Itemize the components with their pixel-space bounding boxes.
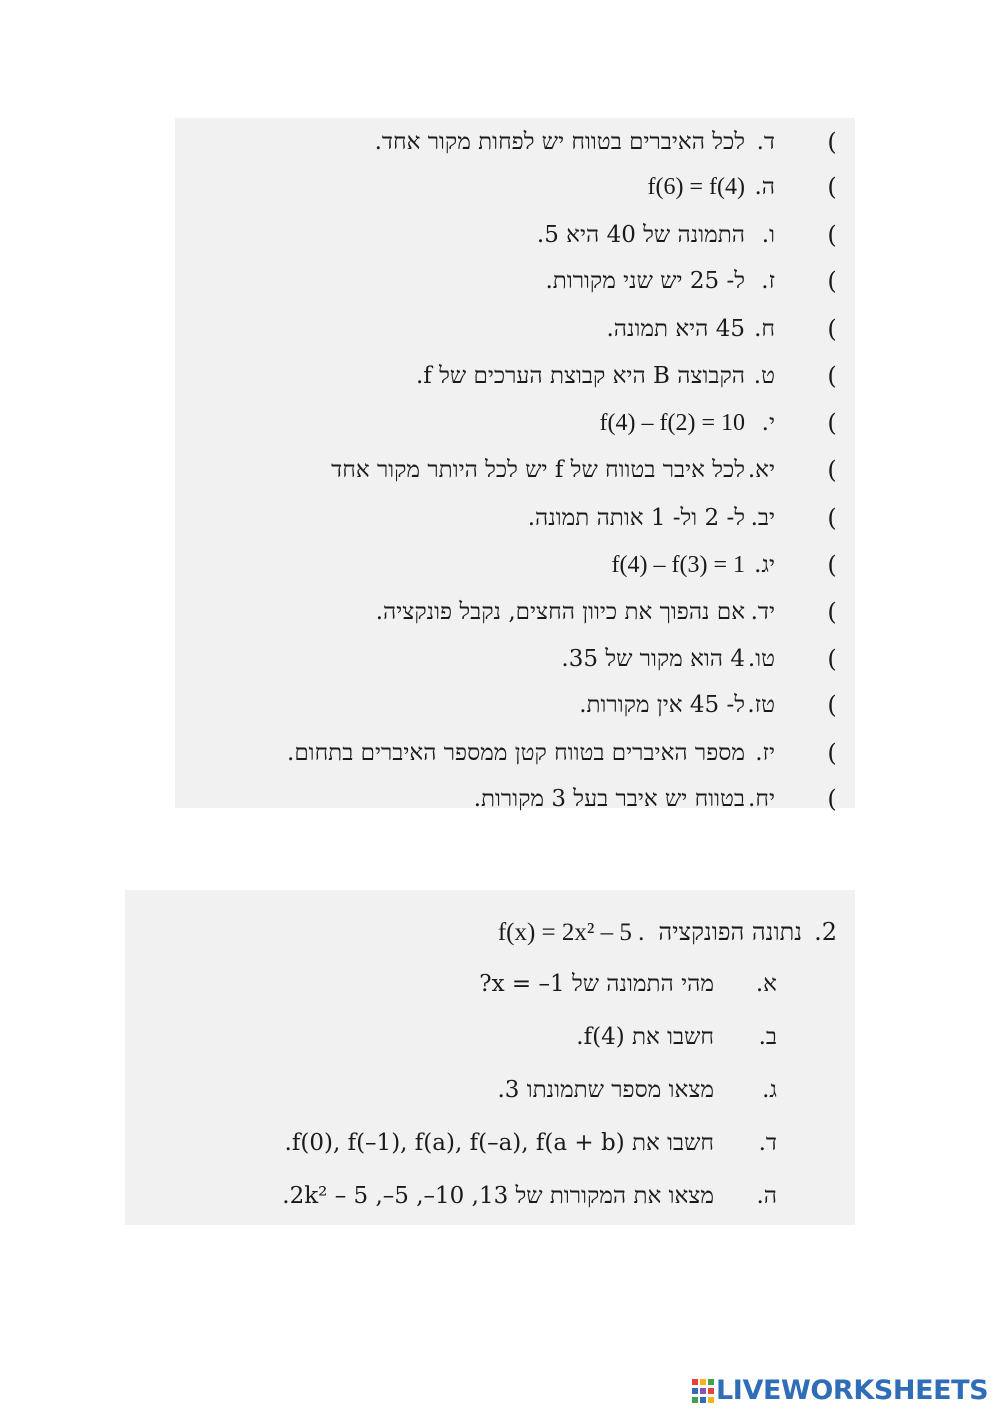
- statement-letter: ט.: [753, 363, 775, 389]
- statement-letter: יא.: [747, 457, 775, 483]
- statement-row: [0, 689, 1000, 729]
- statement-row: [0, 783, 1000, 823]
- sub-question-text: מצאו מספר שתמונתו 3.: [497, 1077, 714, 1103]
- question-intro: נתונה הפונקציה: [658, 918, 803, 946]
- answer-paren-box[interactable]: (: [827, 551, 837, 579]
- liveworksheets-logo-icon: [692, 1379, 714, 1403]
- answer-paren-box[interactable]: (: [827, 691, 837, 719]
- answer-paren-box[interactable]: (: [827, 645, 837, 673]
- statement-letter: ו.: [761, 222, 775, 248]
- sub-question-letter: ד.: [758, 1130, 777, 1156]
- answer-paren-box[interactable]: (: [827, 315, 837, 343]
- sub-question: [0, 1072, 1000, 1112]
- statement-text: 45 היא תמונה.: [606, 316, 745, 342]
- statement-letter: י.: [761, 410, 775, 436]
- statement-text: f(6) = f(4): [647, 174, 745, 200]
- statement-text: f(4) – f(3) = 1: [611, 552, 745, 578]
- statement-letter: ה.: [754, 174, 775, 200]
- statement-letter: ד.: [756, 129, 775, 155]
- statement-row: [0, 549, 1000, 589]
- statement-row: [0, 219, 1000, 259]
- statement-letter: ז.: [761, 268, 775, 294]
- statement-letter: יד.: [750, 599, 775, 625]
- answer-paren-box[interactable]: (: [827, 128, 837, 156]
- statement-row: [0, 313, 1000, 353]
- statement-text: לכל איבר בטווח של f יש לכל היותר מקור אחד: [331, 457, 745, 483]
- answer-paren-box[interactable]: (: [827, 598, 837, 626]
- statement-text: ל- 2 ול- 1 אותה תמונה.: [527, 505, 745, 531]
- statement-text: ל- 45 אין מקורות.: [579, 692, 745, 718]
- sub-question-letter: ב.: [758, 1024, 777, 1050]
- sub-question: [0, 1125, 1000, 1165]
- statement-letter: יב.: [750, 505, 775, 531]
- sub-question-text: מצאו את המקורות של 13, 10–, 5–, 2k² – 5.: [282, 1183, 714, 1209]
- statement-text: בטווח יש איבר בעל 3 מקורות.: [473, 786, 745, 812]
- answer-paren-box[interactable]: (: [827, 504, 837, 532]
- statement-row: [0, 596, 1000, 636]
- statement-row: [0, 454, 1000, 494]
- answer-paren-box[interactable]: (: [827, 456, 837, 484]
- sub-question-letter: ג.: [762, 1077, 777, 1103]
- sub-question-letter: ה.: [756, 1183, 777, 1209]
- sub-question: [0, 966, 1000, 1006]
- statement-row: [0, 643, 1000, 683]
- brand-name: LIVEWORKSHEETS: [716, 1375, 989, 1406]
- sub-question: [0, 1178, 1000, 1218]
- statement-row: [0, 737, 1000, 777]
- sub-question-text: חשבו את f(0), f(–1), f(a), f(–a), f(a + b).: [284, 1130, 714, 1156]
- statement-text: הקבוצה B היא קבוצת הערכים של f.: [415, 363, 745, 389]
- answer-paren-box[interactable]: (: [827, 739, 837, 767]
- statement-row: [0, 360, 1000, 400]
- statement-row: [0, 171, 1000, 211]
- sub-question-letter: א.: [755, 971, 777, 997]
- statement-row: [0, 265, 1000, 305]
- statement-letter: יח.: [748, 786, 775, 812]
- statement-text: ל- 25 יש שני מקורות.: [545, 268, 745, 294]
- answer-paren-box[interactable]: (: [827, 409, 837, 437]
- sub-question-text: מהי התמונה של x = –1?: [479, 971, 714, 997]
- statement-text: התמונה של 40 היא 5.: [536, 222, 745, 248]
- statement-text: לכל האיברים בטווח יש לפחות מקור אחד.: [374, 129, 745, 155]
- statement-text: אם נהפוך את כיוון החצים, נקבל פונקציה.: [375, 599, 745, 625]
- answer-paren-box[interactable]: (: [827, 785, 837, 813]
- statement-text: מספר האיברים בטווח קטן ממספר האיברים בתחום.: [287, 740, 745, 766]
- statement-row: [0, 126, 1000, 166]
- answer-paren-box[interactable]: (: [827, 221, 837, 249]
- answer-paren-box[interactable]: (: [827, 267, 837, 295]
- answer-paren-box[interactable]: (: [827, 173, 837, 201]
- statement-row: [0, 407, 1000, 447]
- question-2-title: [498, 912, 837, 952]
- statement-letter: יז.: [755, 740, 775, 766]
- statement-text: f(4) – f(2) = 10: [599, 410, 745, 436]
- statement-letter: טו.: [747, 646, 775, 672]
- statement-text: 4 הוא מקור של 35.: [561, 646, 745, 672]
- statement-letter: טז.: [747, 692, 775, 718]
- statement-letter: ח.: [754, 316, 775, 342]
- question-number: 2.: [814, 918, 837, 946]
- sub-question: [0, 1019, 1000, 1059]
- statement-row: [0, 502, 1000, 542]
- sub-question-text: חשבו את f(4).: [576, 1024, 714, 1050]
- answer-paren-box[interactable]: (: [827, 362, 837, 390]
- liveworksheets-branding[interactable]: [692, 1374, 990, 1408]
- function-definition: . f(x) = 2x² – 5: [497, 919, 645, 946]
- statement-letter: יג.: [754, 552, 775, 578]
